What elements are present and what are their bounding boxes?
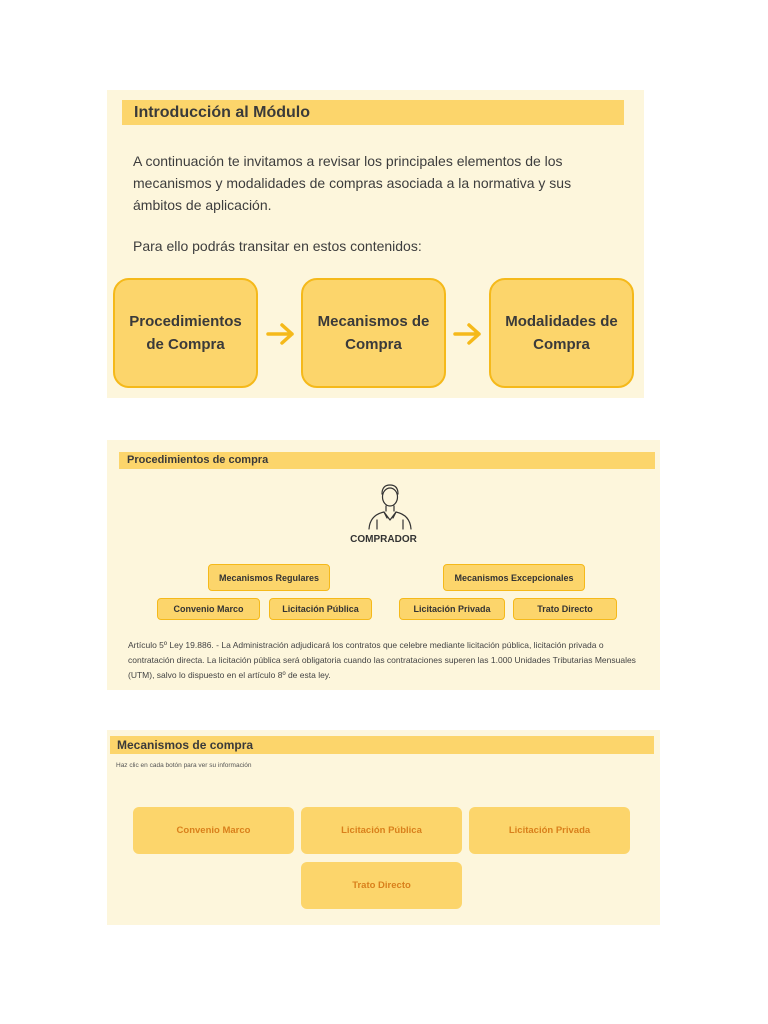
intro-panel	[107, 90, 644, 398]
trato-directo-button[interactable]: Trato Directo	[301, 862, 462, 909]
trato-directo-box: Trato Directo	[513, 598, 617, 620]
step-mecanismos: Mecanismos de Compra	[301, 278, 446, 388]
licitacion-publica-button[interactable]: Licitación Pública	[301, 807, 462, 854]
buyer-label: COMPRADOR	[350, 534, 417, 545]
licitacion-privada-box: Licitación Privada	[399, 598, 505, 620]
intro-paragraph: A continuación te invitamos a revisar los principales elementos de los mecanismos y modalidades de compras asociada a la normativa y sus ámbitos de aplicación.	[133, 153, 572, 213]
mecanismos-title: Mecanismos de compra	[110, 736, 654, 754]
licitacion-publica-box: Licitación Pública	[269, 598, 372, 620]
mecanismos-panel	[107, 730, 660, 925]
step-procedimientos: Procedimientos de Compra	[113, 278, 258, 388]
procedimientos-title: Procedimientos de compra	[119, 452, 655, 469]
intro-paragraph-contents: Para ello podrás transitar en estos contenidos:	[133, 238, 422, 254]
mecanismos-regulares-box: Mecanismos Regulares	[208, 564, 330, 591]
arrow-right-icon	[452, 320, 484, 348]
intro-title: Introducción al Módulo	[122, 100, 624, 125]
person-icon	[365, 482, 415, 530]
mecanismos-excepcionales-box: Mecanismos Excepcionales	[443, 564, 585, 591]
convenio-marco-box: Convenio Marco	[157, 598, 260, 620]
procedimientos-panel	[107, 440, 660, 690]
convenio-marco-button[interactable]: Convenio Marco	[133, 807, 294, 854]
instruction-text: Haz clic en cada botón para ver su información	[116, 762, 252, 769]
article-text: Artículo 5º Ley 19.886. - La Administración adjudicará los contratos que celebre mediante licitación pública, licitación privada o contratación directa. La licitación pública será obligatoria cuando las contrataciones superen las 1.000 Unidades Tributarias Mensuales (UTM), salvo lo dispuesto en el artículo 8º de esta ley.	[128, 640, 636, 680]
step-modalidades: Modalidades de Compra	[489, 278, 634, 388]
licitacion-privada-button[interactable]: Licitación Privada	[469, 807, 630, 854]
arrow-right-icon	[265, 320, 297, 348]
